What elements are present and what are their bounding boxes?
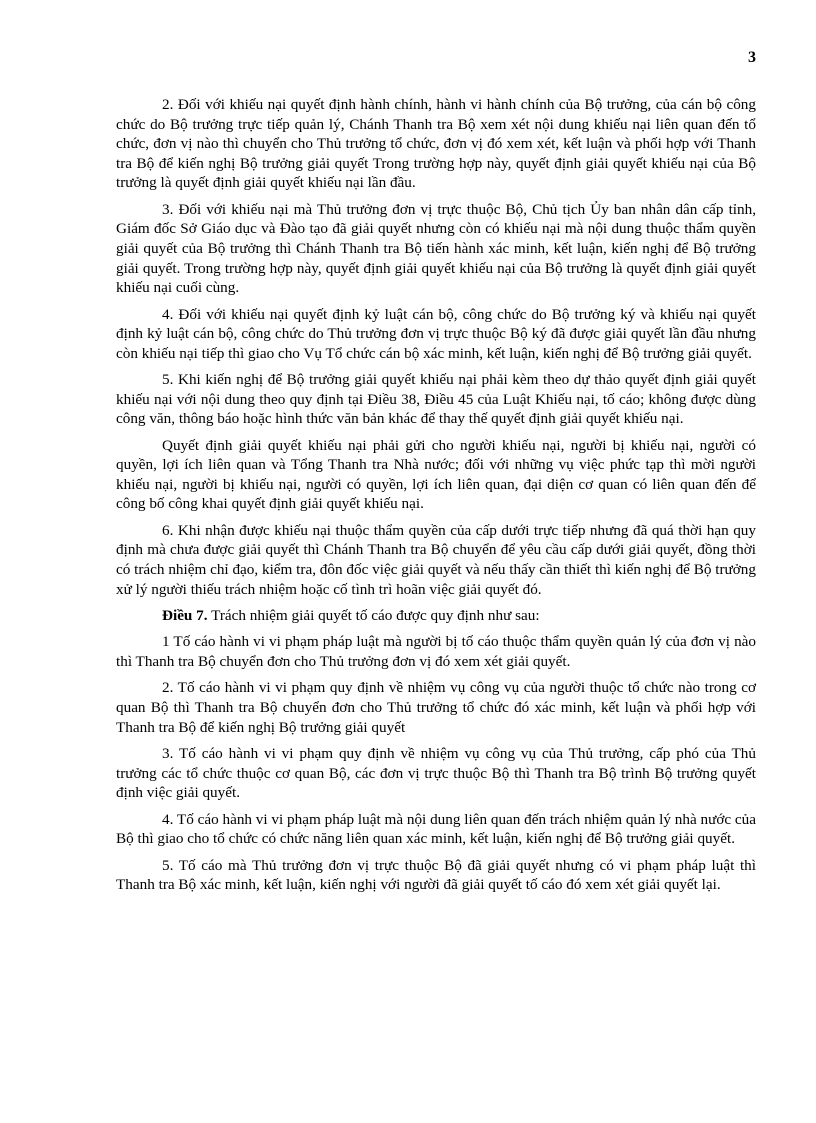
paragraph-complaint-2: 2. Đối với khiếu nại quyết định hành chính, hành vi hành chính của Bộ trưởng, của cán bộ công chức do Bộ trưởng trực tiếp quản lý, Chánh Thanh tra Bộ xem xét nội dung khiếu nại liên quan đến tổ chức, đơn vị nào thì chuyển cho Thủ trưởng tổ chức, đơn vị đó xem xét, kết luận và phối hợp với Thanh tra Bộ để kiến nghị Bộ trưởng giải quyết Trong trường hợp này, quyết định giải quyết khiếu nại của Bộ trưởng là quyết định giải quyết khiếu nại lần đầu. [116, 96, 756, 192]
article-7-text: Trách nhiệm giải quyết tố cáo được quy định như sau: [207, 607, 540, 625]
article-7-label: Điều 7. [162, 607, 208, 625]
paragraph-complaint-5: 5. Khi kiến nghị để Bộ trưởng giải quyết khiếu nại phải kèm theo dự thảo quyết định giải quyết khiếu nại với nội dung theo quy định tại Điều 38, Điều 45 của Luật Khiếu nại, tố cáo; không được dùng công văn, thông báo hoặc hình thức văn bản khác để thay thế quyết định giải quyết khiếu nại. [116, 371, 756, 428]
document-body [116, 95, 756, 902]
paragraph-decision-distribution: Quyết định giải quyết khiếu nại phải gửi cho người khiếu nại, người bị khiếu nại, người có quyền, lợi ích liên quan và Tổng Thanh tra Nhà nước; đối với những vụ việc phức tạp thì mời người khiếu nại, người bị khiếu nại, người có quyền, lợi ích liên quan, đại diện cơ quan có liên quan đến để công bố công khai quyết định giải quyết khiếu nại. [116, 436, 756, 513]
paragraph-denunciation-4: 4. Tố cáo hành vi vi phạm pháp luật mà nội dung liên quan đến trách nhiệm quản lý nhà nước của Bộ thì giao cho tổ chức có chức năng liên quan xác minh, kết luận, kiến nghị để Bộ trưởng giải quyết. [116, 810, 756, 848]
article-7-heading [116, 606, 756, 626]
paragraph-complaint-4: 4. Đối với khiếu nại quyết định kỷ luật cán bộ, công chức do Bộ trưởng ký và khiếu nại quyết định kỷ luật cán bộ, công chức do Thủ trưởng đơn vị trực thuộc Bộ ký đã được giải quyết lần đầu nhưng còn khiếu nại tiếp thì giao cho Vụ Tổ chức cán bộ xác minh, kết luận, kiến nghị để Bộ trưởng giải quyết. [116, 305, 756, 362]
paragraph-denunciation-1: 1 Tố cáo hành vi vi phạm pháp luật mà người bị tố cáo thuộc thẩm quyền quản lý của đơn vị nào thì Thanh tra Bộ chuyển đơn cho Thủ trưởng đơn vị đó xem xét giải quyết. [116, 633, 756, 671]
paragraph-denunciation-3: 3. Tố cáo hành vi vi phạm quy định về nhiệm vụ công vụ của Thủ trưởng, cấp phó của Thủ trưởng các tổ chức thuộc cơ quan Bộ, các đơn vị trực thuộc Bộ thì Thanh tra Bộ trình Bộ trưởng quyết định việc giải quyết. [116, 744, 756, 802]
paragraph-complaint-3: 3. Đối với khiếu nại mà Thủ trưởng đơn vị trực thuộc Bộ, Chủ tịch Ủy ban nhân dân cấp tỉnh, Giám đốc Sở Giáo dục và Đào tạo đã giải quyết nhưng còn có khiếu nại mà nội dung thuộc thẩm quyền giải quyết của Bộ trưởng thì Chánh Thanh tra Bộ tiến hành xác minh, kết luận, kiến nghị để Bộ trưởng giải quyết. Trong trường hợp này, quyết định giải quyết khiếu nại của Bộ trưởng là quyết định giải quyết khiếu nại cuối cùng. [116, 200, 756, 297]
paragraph-complaint-6: 6. Khi nhận được khiếu nại thuộc thẩm quyền của cấp dưới trực tiếp nhưng đã quá thời hạn quy định mà chưa được giải quyết thì Chánh Thanh tra Bộ chuyển để yêu cầu cấp dưới giải quyết, đồng thời có trách nhiệm chỉ đạo, kiểm tra, đôn đốc việc giải quyết và nếu thấy cần thiết thì kiến nghị để Bộ trưởng xử lý người thiếu trách nhiệm hoặc cố tình trì hoãn việc giải quyết đó. [116, 521, 756, 598]
page-number: 3 [748, 49, 756, 66]
paragraph-denunciation-5: 5. Tố cáo mà Thủ trưởng đơn vị trực thuộc Bộ đã giải quyết nhưng có vi phạm pháp luật thì Thanh tra Bộ xác minh, kết luận, kiến nghị với người đã giải quyết tố cáo đó xem xét giải quyết lại. [116, 856, 756, 894]
paragraph-denunciation-2: 2. Tố cáo hành vi vi phạm quy định về nhiệm vụ công vụ của người thuộc tổ chức nào trong cơ quan Bộ thì Thanh tra Bộ chuyển đơn cho Thủ trưởng tổ chức đó xác minh, kết luận và phối hợp với Thanh tra Bộ để kiến nghị Bộ trưởng giải quyết [116, 679, 756, 736]
